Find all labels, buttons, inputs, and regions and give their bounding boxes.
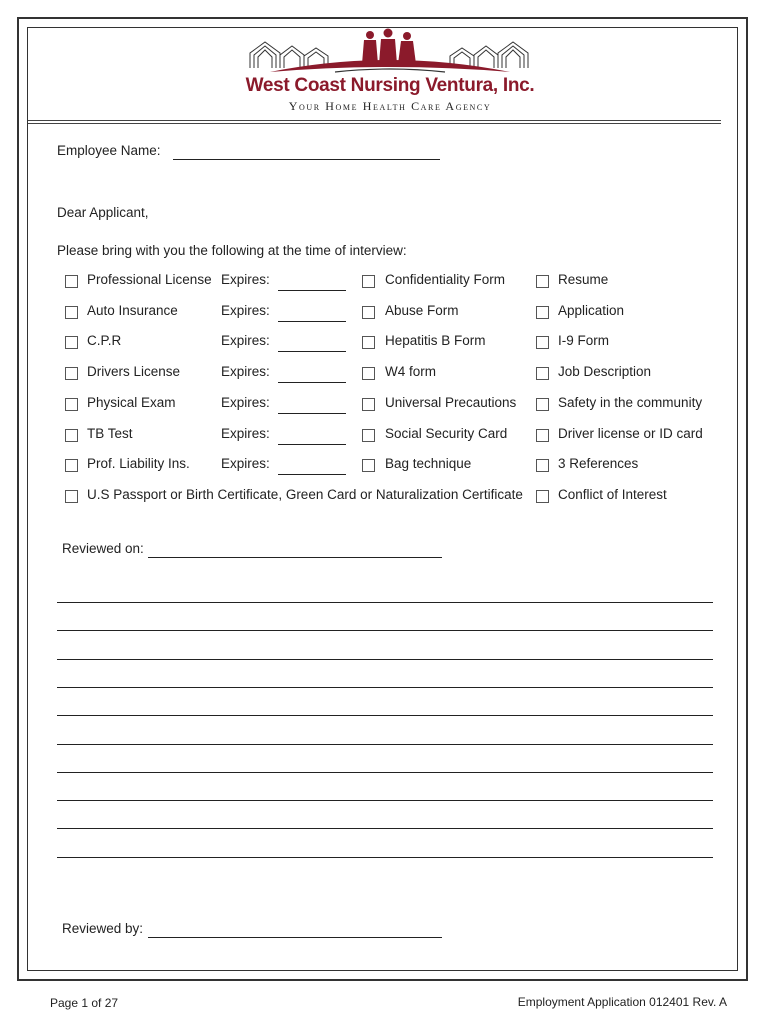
expires-field-1[interactable] (278, 321, 346, 322)
expires-field-0[interactable] (278, 290, 346, 291)
expires-field-6[interactable] (278, 474, 346, 475)
expires-field-5[interactable] (278, 444, 346, 445)
item-label-col1-2: C.P.R (87, 333, 122, 349)
item-label-col3-4: Safety in the community (558, 394, 703, 410)
note-line[interactable] (57, 602, 713, 603)
reviewed-on-label: Reviewed on: (62, 541, 144, 556)
checkbox-col2-6[interactable] (362, 459, 375, 472)
checkbox-col2-0[interactable] (362, 275, 375, 288)
document-id: Employment Application 012401 Rev. A (517, 995, 727, 1009)
item-label-col3-3: Job Description (558, 364, 652, 380)
note-line[interactable] (57, 744, 713, 745)
expires-label-3: Expires: (221, 364, 270, 380)
item-label-col1-3: Drivers License (87, 364, 181, 380)
header-rule-top (28, 120, 721, 121)
item-label-col3-6: 3 References (558, 456, 639, 472)
checkbox-col3-6[interactable] (536, 459, 549, 472)
checkbox-col3-5[interactable] (536, 429, 549, 442)
company-tagline: Your Home Health Care Agency (288, 99, 492, 113)
note-line[interactable] (57, 857, 713, 858)
item-label-col2-5: Social Security Card (385, 425, 508, 441)
checkbox-col3-4[interactable] (536, 398, 549, 411)
checkbox-col1-0[interactable] (65, 275, 78, 288)
expires-field-4[interactable] (278, 413, 346, 414)
checkbox-col2-3[interactable] (362, 367, 375, 380)
expires-label-4: Expires: (221, 394, 270, 410)
note-line[interactable] (57, 715, 713, 716)
item-label-col2-1: Abuse Form (385, 302, 459, 318)
reviewed-by-field[interactable] (148, 937, 442, 938)
checkbox-col3-7[interactable] (536, 490, 549, 503)
reviewed-on-field[interactable] (148, 557, 442, 558)
checkbox-col1-5[interactable] (65, 429, 78, 442)
item-label-col1-1: Auto Insurance (87, 302, 178, 318)
expires-label-5: Expires: (221, 425, 270, 441)
expires-field-3[interactable] (278, 382, 346, 383)
checkbox-col3-1[interactable] (536, 306, 549, 319)
expires-field-2[interactable] (278, 351, 346, 352)
item-label-col2-0: Confidentiality Form (385, 272, 506, 287)
instruction-text: Please bring with you the following at the time of interview: (57, 243, 407, 258)
checkbox-col2-2[interactable] (362, 336, 375, 349)
expires-label-0: Expires: (221, 272, 270, 287)
note-line[interactable] (57, 630, 713, 631)
item-label-col2-2: Hepatitis B Form (385, 333, 486, 349)
checkbox-col3-2[interactable] (536, 336, 549, 349)
employee-name-field[interactable] (173, 159, 440, 160)
company-name: West Coast Nursing Ventura, Inc. (245, 75, 535, 96)
checkbox-col3-3[interactable] (536, 367, 549, 380)
item-label-col1-6: Prof. Liability Ins. (87, 456, 190, 472)
note-line[interactable] (57, 828, 713, 829)
checkbox-col2-4[interactable] (362, 398, 375, 411)
checkbox-col1-4[interactable] (65, 398, 78, 411)
item-label-col1-5: TB Test (87, 425, 133, 441)
item-label-col3-0: Resume (558, 272, 609, 287)
checkbox-col2-5[interactable] (362, 429, 375, 442)
expires-label-6: Expires: (221, 456, 270, 472)
page-number: Page 1 of 27 (50, 996, 119, 1010)
checkbox-col1-3[interactable] (65, 367, 78, 380)
item-label-col3-2: I-9 Form (558, 333, 610, 349)
checkbox-col1-2[interactable] (65, 336, 78, 349)
note-line[interactable] (57, 800, 713, 801)
greeting: Dear Applicant, (57, 205, 149, 220)
company-logo (230, 28, 550, 118)
expires-label-1: Expires: (221, 302, 270, 318)
item-label-col2-4: Universal Precautions (385, 394, 517, 410)
note-line[interactable] (57, 659, 713, 660)
header-rule-bottom (28, 123, 721, 124)
item-label-col2-6: Bag technique (385, 456, 472, 472)
checkbox-col1-7[interactable] (65, 490, 78, 503)
item-label-col3-1: Application (558, 302, 625, 318)
item-label-col1-7: U.S Passport or Birth Certificate, Green Card or Naturalization Certificate (87, 486, 523, 502)
item-label-col3-7: Conflict of Interest (558, 486, 667, 502)
checkbox-col2-1[interactable] (362, 306, 375, 319)
checkbox-col3-0[interactable] (536, 275, 549, 288)
checkbox-col1-6[interactable] (65, 459, 78, 472)
note-line[interactable] (57, 687, 713, 688)
checkbox-col1-1[interactable] (65, 306, 78, 319)
logo-graphic (230, 28, 550, 78)
item-label-col3-5: Driver license or ID card (558, 425, 703, 441)
item-label-col2-3: W4 form (385, 364, 437, 380)
item-label-col1-0: Professional License (87, 272, 212, 287)
expires-label-2: Expires: (221, 333, 270, 349)
employee-name-label: Employee Name: (57, 143, 161, 158)
note-line[interactable] (57, 772, 713, 773)
item-label-col1-4: Physical Exam (87, 394, 176, 410)
reviewed-by-label: Reviewed by: (62, 921, 144, 936)
